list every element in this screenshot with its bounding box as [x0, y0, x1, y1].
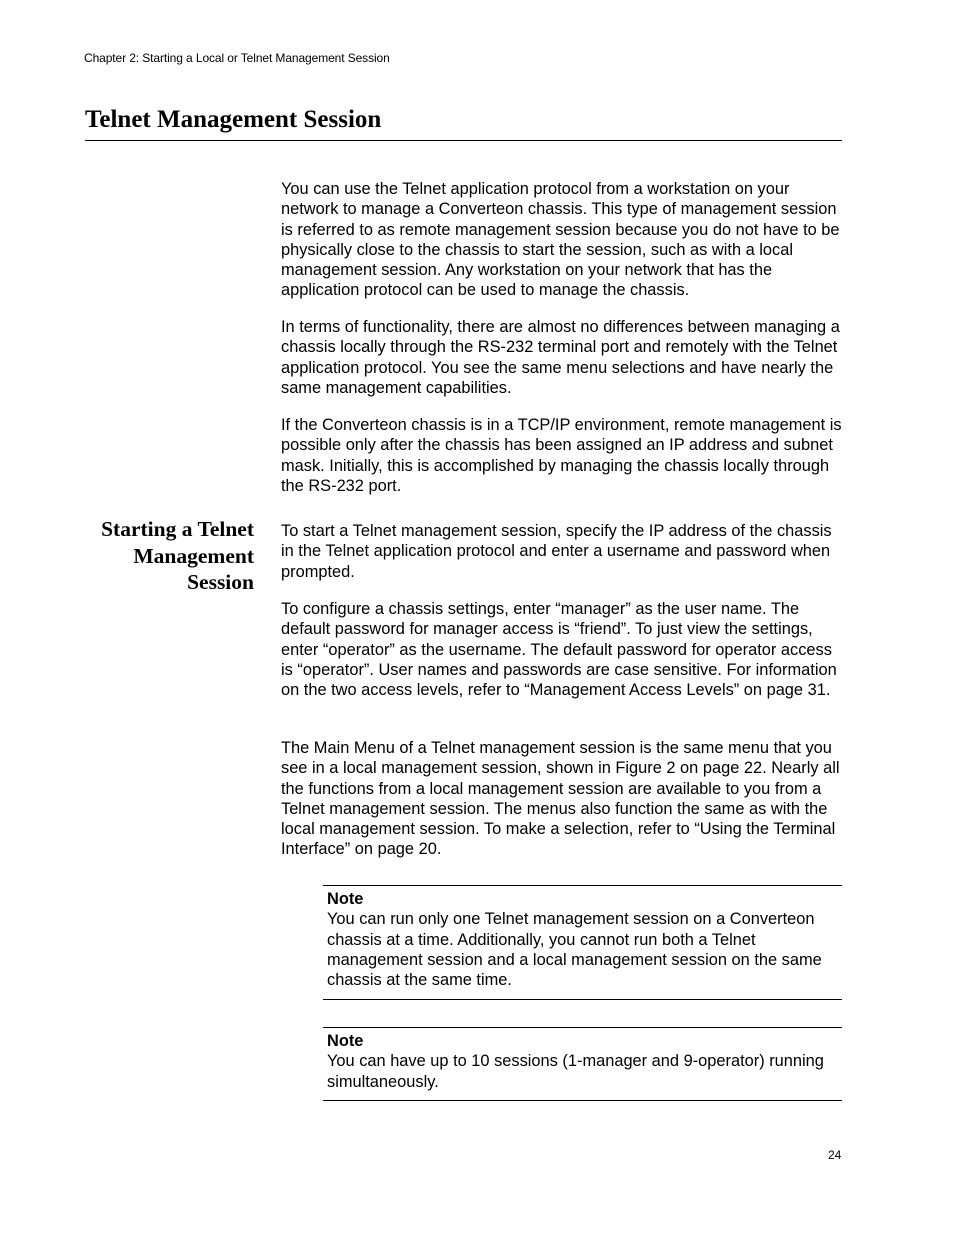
page-number: 24 — [828, 1148, 842, 1162]
note-box — [323, 1027, 842, 1101]
subsection-title: Starting a Telnet Management Session — [101, 517, 254, 594]
section-title: Telnet Management Session — [85, 106, 382, 133]
note-box — [323, 885, 842, 1000]
section-rule — [85, 140, 842, 141]
note-text: You can run only one Telnet management session on a Converteon chassis at a time. Additionally, you cannot run both a Telnet management session and a local management session on the same chassis at the same time. — [327, 910, 822, 990]
running-header: Chapter 2: Starting a Local or Telnet Management Session — [84, 51, 390, 65]
subsection-paragraph-2: To configure a chassis settings, enter “manager” as the user name. The default password for manager access is “friend”. To just view the settings, enter “operator” as the username. The default password for operator access is “operator”. User names and passwords are case sensitive. For information on the two access levels, refer to “Management Access Levels” on page 31. — [281, 600, 837, 700]
section-intro-paragraph-2: In terms of functionality, there are almost no differences between managing a chassis locally through the RS-232 terminal port and remotely with the Telnet application protocol. You see the same menu selections and have nearly the same management capabilities. — [281, 318, 840, 397]
section-intro-paragraph-1: You can use the Telnet application protocol from a workstation on your network to manage a Converteon chassis. This type of management session is referred to as remote management session because you do not have to be physically close to the chassis to start the session, such as with a local management session. Any workstation on your network that has the application protocol can be used to manage the chassis. — [281, 180, 840, 300]
note-title: Note — [327, 1032, 364, 1050]
note-text: You can have up to 10 sessions (1-manager and 9-operator) running simultaneously. — [327, 1052, 824, 1091]
subsection-paragraph-3: The Main Menu of a Telnet management session is the same menu that you see in a local management session, shown in Figure 2 on page 22. Nearly all the functions from a local management session are available to you from a Telnet management session. The menus also function the same as with the local management session. To make a selection, refer to “Using the Terminal Interface” on page 20. — [281, 739, 840, 859]
note-title: Note — [327, 890, 364, 908]
section-intro-paragraph-3: If the Converteon chassis is in a TCP/IP environment, remote management is possible only after the chassis has been assigned an IP address and subnet mask. Initially, this is accomplished by managing the chassis locally through the RS-232 port. — [281, 416, 842, 495]
subsection-paragraph-1: To start a Telnet management session, specify the IP address of the chassis in the Telnet application protocol and enter a username and password when prompted. — [281, 522, 832, 581]
